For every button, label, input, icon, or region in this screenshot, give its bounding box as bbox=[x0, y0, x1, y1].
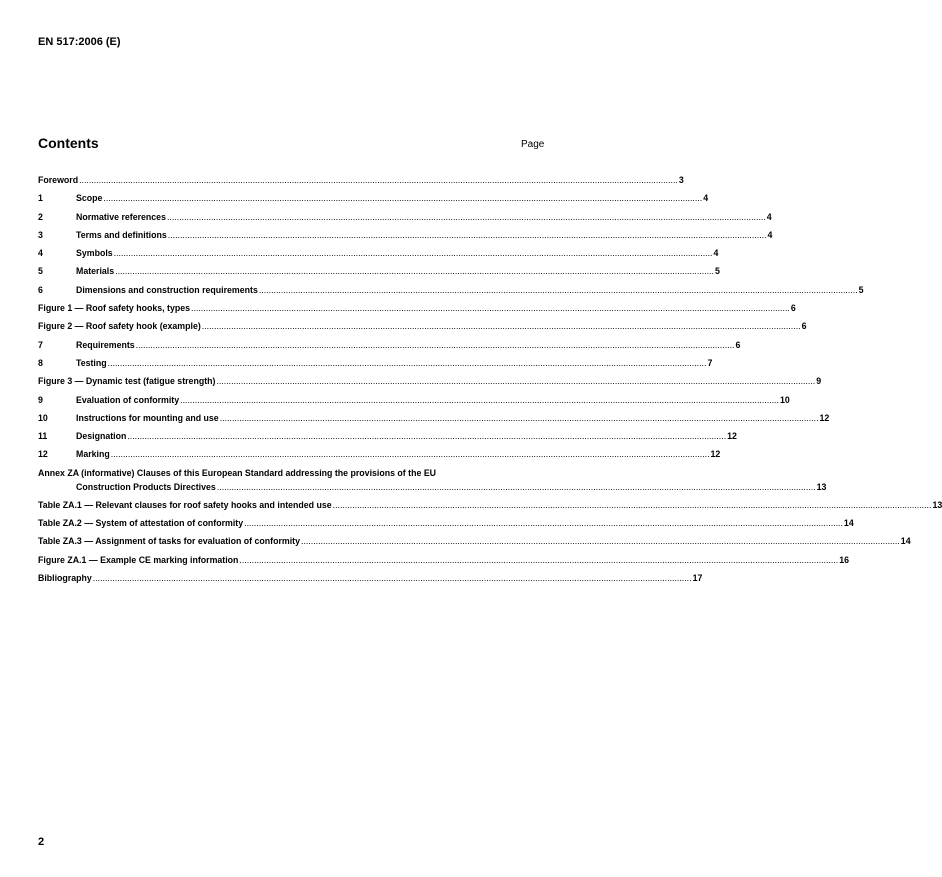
toc-entry-annex-za[interactable] bbox=[38, 466, 827, 498]
toc-entry-number: 11 bbox=[38, 431, 48, 442]
toc-entry-page: 6 bbox=[801, 321, 807, 332]
toc-entry-page: 17 bbox=[692, 572, 703, 583]
toc-entry-page: 9 bbox=[816, 376, 822, 387]
toc-entry-text: Dimensions and construction requirements bbox=[76, 284, 258, 295]
dot-leader bbox=[202, 319, 801, 333]
dot-leader bbox=[108, 356, 707, 370]
toc-entry-text: Figure 2 — Roof safety hook (example) bbox=[38, 321, 201, 332]
dot-leader bbox=[333, 498, 932, 512]
toc-entry[interactable] bbox=[38, 264, 720, 282]
toc-entry[interactable] bbox=[38, 393, 790, 411]
toc-entry[interactable] bbox=[38, 411, 830, 429]
page-column-label: Page bbox=[521, 139, 545, 150]
toc-entry-number: 8 bbox=[38, 357, 43, 368]
toc-entry[interactable] bbox=[38, 191, 709, 209]
toc-entry-page: 4 bbox=[766, 211, 772, 222]
toc-entry-text: Figure ZA.1 — Example CE marking information bbox=[38, 554, 239, 565]
dot-leader bbox=[79, 173, 678, 187]
toc-entry[interactable] bbox=[38, 553, 850, 571]
toc-entry[interactable] bbox=[38, 571, 703, 589]
toc-entry[interactable] bbox=[38, 498, 942, 516]
toc-entry-page: 12 bbox=[710, 449, 721, 460]
toc-entry-text: Annex ZA (informative) Clauses of this European Standard addressing the provisions of the EU bbox=[38, 467, 437, 478]
toc-entry-page: 5 bbox=[858, 284, 864, 295]
toc-entry-number: 5 bbox=[38, 266, 43, 277]
toc-entry-page: 5 bbox=[714, 266, 720, 277]
dot-leader bbox=[93, 571, 692, 585]
toc-entry-text: Bibliography bbox=[38, 572, 92, 583]
toc-entry-text: Testing bbox=[76, 357, 107, 368]
toc-entry-page: 13 bbox=[932, 499, 942, 510]
toc-entry-number: 9 bbox=[38, 394, 43, 405]
dot-leader bbox=[191, 301, 790, 315]
toc-entry[interactable] bbox=[38, 338, 741, 356]
toc-entry[interactable] bbox=[38, 283, 864, 301]
toc-entry[interactable] bbox=[38, 429, 737, 447]
toc-entry-text: Foreword bbox=[38, 175, 79, 185]
toc-entry-page: 13 bbox=[816, 481, 827, 492]
toc-entry[interactable] bbox=[38, 356, 713, 374]
toc-entry[interactable] bbox=[38, 447, 721, 465]
toc-entry-number: 2 bbox=[38, 211, 43, 222]
table-of-contents bbox=[38, 173, 942, 589]
dot-leader bbox=[216, 374, 815, 388]
toc-entry-text: Table ZA.1 — Relevant clauses for roof safety hooks and intended use bbox=[38, 499, 332, 510]
dot-leader bbox=[220, 411, 819, 425]
toc-entry-text: Scope bbox=[76, 193, 103, 204]
dot-leader bbox=[217, 480, 816, 494]
toc-entry-text: Materials bbox=[76, 266, 115, 277]
toc-entry-page: 4 bbox=[713, 248, 719, 259]
dot-leader bbox=[127, 429, 726, 443]
toc-entry-text: Terms and definitions bbox=[76, 229, 167, 240]
toc-entry-text: Construction Products Directives bbox=[76, 481, 216, 492]
toc-entry[interactable] bbox=[38, 210, 772, 228]
toc-entry-number: 7 bbox=[38, 339, 43, 350]
page-number: 2 bbox=[38, 836, 45, 848]
dot-leader bbox=[259, 283, 858, 297]
toc-entry-page: 10 bbox=[779, 394, 790, 405]
toc-entry-page: 7 bbox=[707, 357, 713, 368]
toc-entry-page: 6 bbox=[790, 303, 796, 314]
toc-entry-page: 14 bbox=[900, 536, 911, 547]
toc-entry[interactable] bbox=[38, 319, 807, 337]
toc-entry-number: 3 bbox=[38, 229, 43, 240]
toc-entry[interactable] bbox=[38, 173, 684, 191]
toc-entry-text: Marking bbox=[76, 449, 110, 460]
toc-entry[interactable] bbox=[38, 246, 719, 264]
toc-entry-text: Designation bbox=[76, 431, 127, 442]
dot-leader bbox=[180, 393, 779, 407]
toc-entry[interactable] bbox=[38, 516, 854, 534]
toc-entry-text: Requirements bbox=[76, 339, 135, 350]
toc-entry[interactable] bbox=[38, 534, 911, 552]
toc-entry-page: 4 bbox=[703, 193, 709, 204]
toc-entry-page: 6 bbox=[735, 339, 741, 350]
dot-leader bbox=[136, 338, 735, 352]
dot-leader bbox=[111, 447, 710, 461]
document-id: EN 517:2006 (E) bbox=[38, 36, 121, 48]
toc-entry[interactable] bbox=[38, 228, 773, 246]
toc-entry-page: 12 bbox=[819, 412, 830, 423]
dot-leader bbox=[239, 553, 838, 567]
toc-entry[interactable] bbox=[38, 374, 822, 392]
dot-leader bbox=[114, 246, 713, 260]
toc-entry-number: 10 bbox=[38, 412, 48, 423]
toc-entry-text: Figure 1 — Roof safety hooks, types bbox=[38, 303, 191, 314]
dot-leader bbox=[103, 191, 702, 205]
toc-entry-page: 16 bbox=[839, 554, 850, 565]
toc-entry-number: 4 bbox=[38, 248, 43, 259]
toc-entry[interactable] bbox=[38, 301, 796, 319]
toc-entry-text: Table ZA.3 — Assignment of tasks for evaluation of conformity bbox=[38, 536, 300, 547]
toc-entry-text: Instructions for mounting and use bbox=[76, 412, 219, 423]
toc-entry-text: Table ZA.2 — System of attestation of conformity bbox=[38, 518, 244, 529]
dot-leader bbox=[244, 516, 843, 530]
contents-title: Contents bbox=[38, 135, 99, 151]
toc-entry-text: Normative references bbox=[76, 211, 166, 222]
toc-entry-number: 6 bbox=[38, 284, 43, 295]
toc-entry-page: 14 bbox=[843, 518, 854, 529]
toc-entry-text: Evaluation of conformity bbox=[76, 394, 180, 405]
toc-entry-text: Figure 3 — Dynamic test (fatigue strength) bbox=[38, 376, 216, 387]
toc-entry-text: Symbols bbox=[76, 248, 113, 259]
toc-entry-number: 12 bbox=[38, 449, 48, 460]
toc-entry-page: 3 bbox=[678, 175, 684, 185]
dot-leader bbox=[167, 210, 766, 224]
toc-entry-page: 4 bbox=[767, 229, 773, 240]
dot-leader bbox=[301, 534, 900, 548]
dot-leader bbox=[168, 228, 767, 242]
toc-entry-page: 12 bbox=[727, 431, 737, 442]
toc-entry-number: 1 bbox=[38, 193, 43, 204]
dot-leader bbox=[115, 264, 714, 278]
